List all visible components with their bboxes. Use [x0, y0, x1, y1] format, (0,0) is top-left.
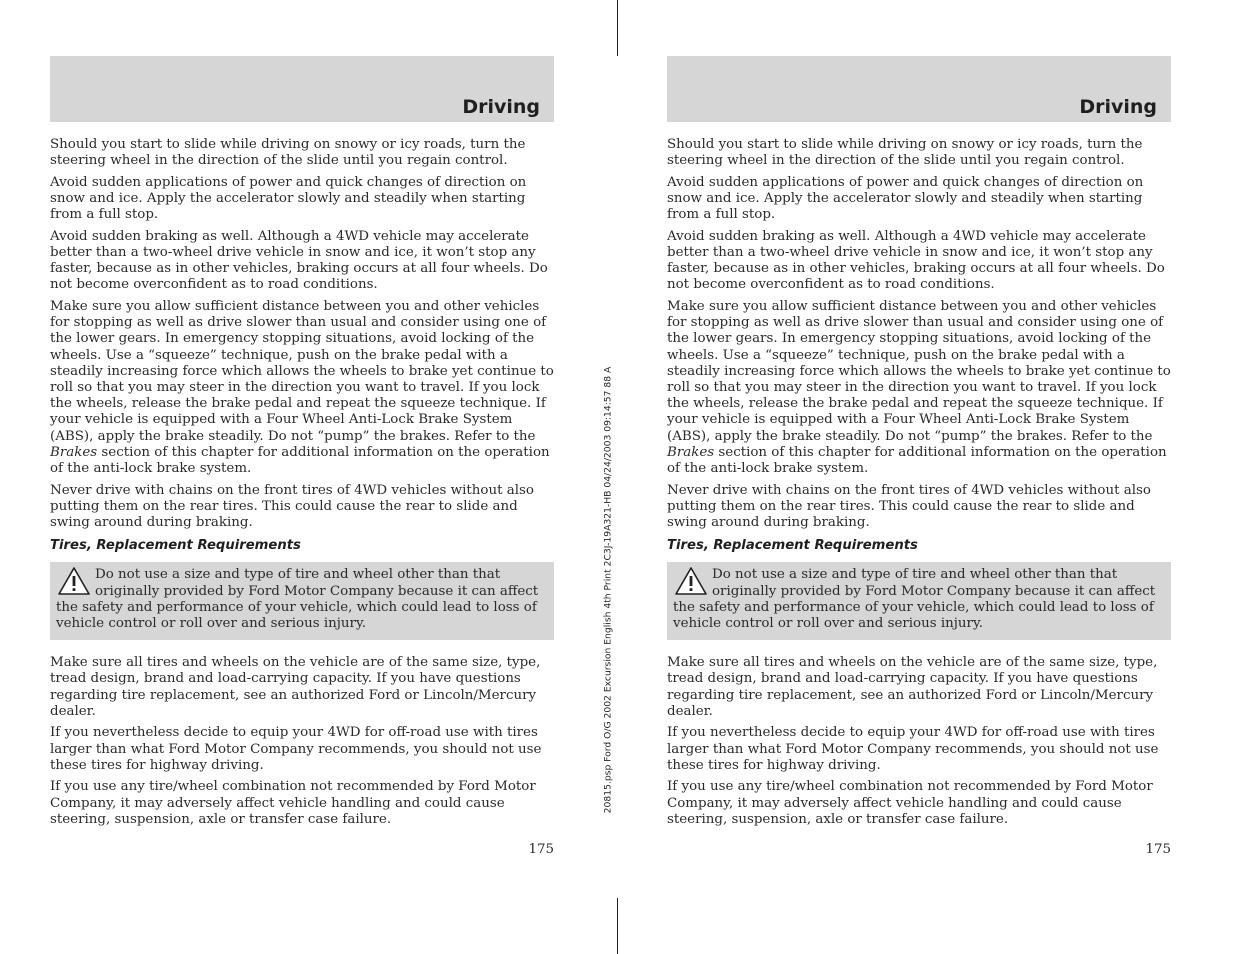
paragraph-same-size: Make sure all tires and wheels on the vehicle are of the same size, type, tread design, brand and load-carrying capacity. If you have questions regarding tire replacement, see an authorized Ford or Lincoln/Mercury dealer.: [50, 655, 541, 719]
section-title: Driving: [462, 96, 540, 118]
paragraph-power: Avoid sudden applications of power and quick changes of direction on snow and ice. Apply the accelerator slowly and steadily when starting from a full stop.: [667, 174, 1144, 223]
paragraph-abs-end: section of this chapter for additional information on the operation of the anti-lock brake system.: [50, 444, 550, 477]
warning-triangle-icon: [57, 566, 91, 596]
warning-box: [667, 562, 1171, 640]
page-number: 175: [1145, 842, 1171, 857]
warning-triangle-icon: [674, 566, 708, 596]
page-number: 175: [528, 842, 554, 857]
paragraph-abs-start: Make sure you allow sufficient distance between you and other vehicles for stopping as well as drive slower than usual and consider using one of the lower gears. In emergency stopping situations, avoid locking of the wheels. Use a “squeeze” technique, push on the brake pedal with a steadily increasing force which allows the wheels to brake yet continue to roll so that you may steer in the direction you want to travel. If you lock the wheels, release the brake pedal and repeat the squeeze technique. If your vehicle is equipped with a Four Wheel Anti-Lock Brake System (ABS), apply the brake steadily. Do not “pump” the brakes. Refer to the: [667, 299, 1171, 444]
paragraph-off-road: If you nevertheless decide to equip your 4WD for off-road use with tires larger than what Ford Motor Company recommends, you should not use these tires for highway driving.: [667, 725, 1159, 773]
paragraph-combination: If you use any tire/wheel combination not recommended by Ford Motor Company, it may adversely affect vehicle handling and could cause steering, suspension, axle or transfer case failure.: [50, 779, 536, 827]
paragraph-chains: Never drive with chains on the front tires of 4WD vehicles without also putting them on the rear tires. This could cause the rear to slide and swing around during braking.: [50, 482, 534, 531]
crop-mark-top: [617, 0, 618, 56]
section-title: Driving: [1079, 96, 1157, 118]
page-content: [667, 122, 1171, 828]
header-band: [667, 56, 1171, 122]
page-content: [50, 122, 554, 828]
paragraph-slide: Should you start to slide while driving on snowy or icy roads, turn the steering wheel in the direction of the slide until you regain control.: [667, 137, 1143, 169]
paragraph-abs: [667, 299, 1171, 477]
paragraph-off-road: If you nevertheless decide to equip your 4WD for off-road use with tires larger than what Ford Motor Company recommends, you should not use these tires for highway driving.: [50, 725, 542, 773]
warning-box: [50, 562, 554, 640]
paragraph-power: Avoid sudden applications of power and quick changes of direction on snow and ice. Apply the accelerator slowly and steadily when starting from a full stop.: [50, 174, 527, 223]
paragraph-braking: Avoid sudden braking as well. Although a 4WD vehicle may accelerate better than a two-wheel drive vehicle in snow and ice, it won’t stop any faster, because as in other vehicles, braking occurs at all four wheels. Do not become overconfident as to road conditions.: [667, 228, 1165, 293]
paragraph-abs-start: Make sure you allow sufficient distance between you and other vehicles for stopping as well as drive slower than usual and consider using one of the lower gears. In emergency stopping situations, avoid locking of the wheels. Use a “squeeze” technique, push on the brake pedal with a steadily increasing force which allows the wheels to brake yet continue to roll so that you may steer in the direction you want to travel. If you lock the wheels, release the brake pedal and repeat the squeeze technique. If your vehicle is equipped with a Four Wheel Anti-Lock Brake System (ABS), apply the brake steadily. Do not “pump” the brakes. Refer to the: [50, 299, 554, 444]
warning-text: Do not use a size and type of tire and wheel other than that originally provided by Ford Motor Company because it can affect the safety and performance of your vehicle, which could lead to loss of vehicle control or roll over and serious injury.: [673, 567, 1156, 632]
brakes-reference: Brakes: [50, 444, 98, 460]
right-page: [667, 56, 1171, 857]
left-page: [50, 56, 554, 857]
subheading-tires: Tires, Replacement Requirements: [667, 538, 918, 554]
paragraph-slide: Should you start to slide while driving on snowy or icy roads, turn the steering wheel in the direction of the slide until you regain control.: [50, 137, 526, 169]
paragraph-same-size: Make sure all tires and wheels on the vehicle are of the same size, type, tread design, brand and load-carrying capacity. If you have questions regarding tire replacement, see an authorized Ford or Lincoln/Mercury dealer.: [667, 655, 1158, 719]
print-info-text: 20815.psp Ford O/G 2002 Excursion English 4th Print 2C3J-19A321-HB 04/24/2003 09:14:57 88 A: [602, 366, 614, 814]
crop-mark-bottom: [617, 898, 618, 954]
subheading-tires: Tires, Replacement Requirements: [50, 538, 301, 554]
header-band: [50, 56, 554, 122]
paragraph-braking: Avoid sudden braking as well. Although a 4WD vehicle may accelerate better than a two-wheel drive vehicle in snow and ice, it won’t stop any faster, because as in other vehicles, braking occurs at all four wheels. Do not become overconfident as to road conditions.: [50, 228, 548, 293]
brakes-reference: Brakes: [667, 444, 715, 460]
paragraph-abs: [50, 299, 554, 477]
paragraph-chains: Never drive with chains on the front tires of 4WD vehicles without also putting them on the rear tires. This could cause the rear to slide and swing around during braking.: [667, 482, 1151, 531]
warning-text: Do not use a size and type of tire and wheel other than that originally provided by Ford Motor Company because it can affect the safety and performance of your vehicle, which could lead to loss of vehicle control or roll over and serious injury.: [56, 567, 539, 632]
paragraph-abs-end: section of this chapter for additional information on the operation of the anti-lock brake system.: [667, 444, 1167, 477]
paragraph-combination: If you use any tire/wheel combination not recommended by Ford Motor Company, it may adversely affect vehicle handling and could cause steering, suspension, axle or transfer case failure.: [667, 779, 1153, 827]
